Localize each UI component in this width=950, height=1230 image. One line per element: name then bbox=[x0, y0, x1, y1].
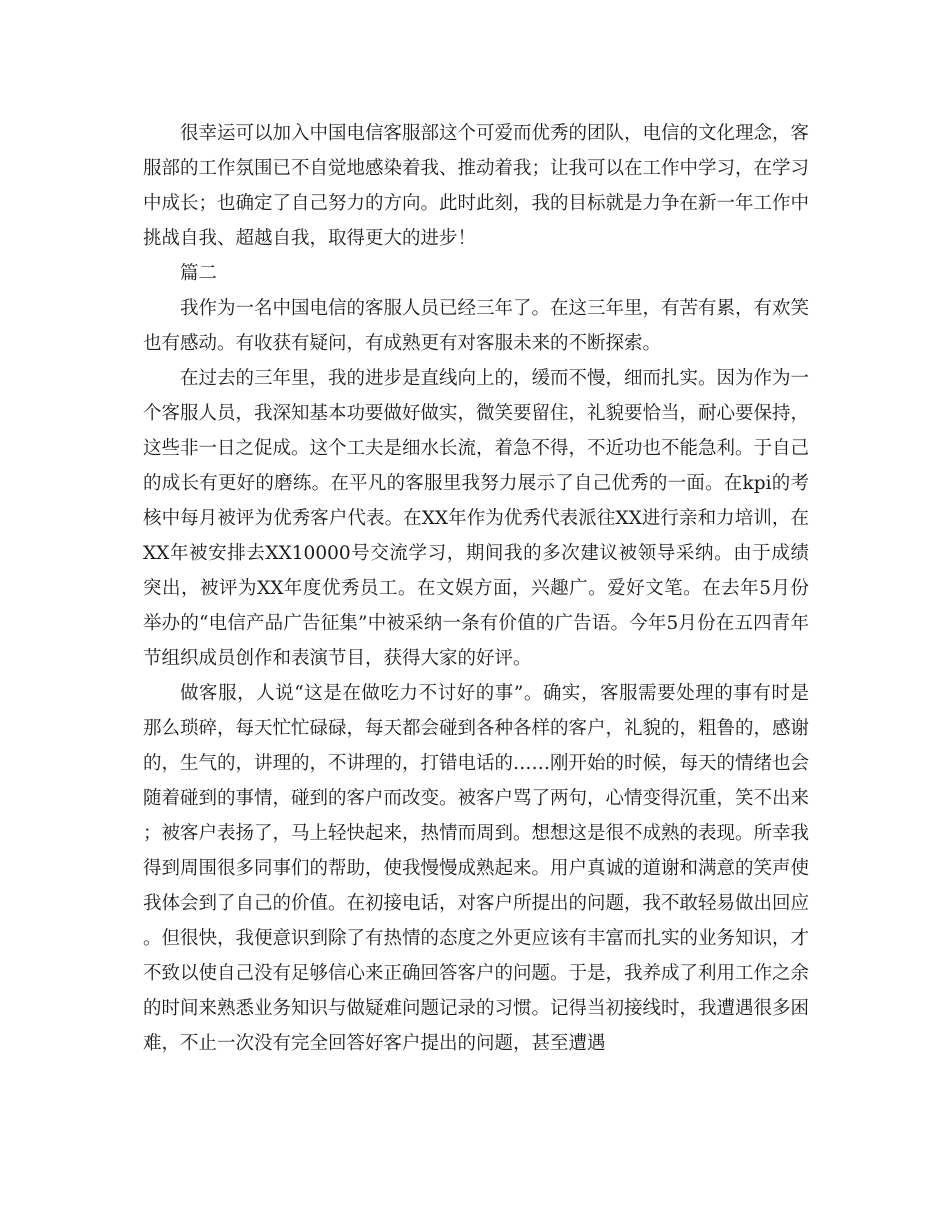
paragraph-intro: 很幸运可以加入中国电信客服部这个可爱而优秀的团队，电信的文化理念，客服部的工作氛围已不自觉地感染着我、推动着我；让我可以在工作中学习，在学习中成长；也确定了自己努力的方向。此时此刻，我的目标就是力争在新一年工作中挑战自我、超越自我，取得更大的进步！ bbox=[143, 123, 810, 249]
section-heading: 篇二 bbox=[180, 263, 218, 284]
paragraph-1: 我作为一名中国电信的客服人员已经三年了。在这三年里，有苦有累，有欢笑也有感动。有收获有疑问，有成熟更有对客服未来的不断探索。 bbox=[143, 298, 810, 354]
paragraph-2: 在过去的三年里，我的进步是直线向上的，缓而不慢，细而扎实。因为作为一个客服人员，我深知基本功要做好做实，微笑要留住，礼貌要恰当，耐心要保持，这些非一日之促成。这个工夫是细水长流，着急不得，不近功也不能急利。于自己的成长有更好的磨练。在平凡的客服里我努力展示了自己优秀的一面。在kpi的考核中每月被评为优秀客户代表。在XX年作为优秀代表派往XX进行亲和力培训，在XX年被安排去XX10000号交流学习，期间我的多次建议被领导采纳。由于成绩突出，被评为XX年度优秀员工。在文娱方面，兴趣广。爱好文笔。在去年5月份举办的“电信产品广告征集”中被采纳一条有价值的广告语。今年5月份在五四青年节组织成员创作和表演节目，获得大家的好评。 bbox=[143, 368, 810, 669]
paragraph-3: 做客服，人说“这是在做吃力不讨好的事”。确实，客服需要处理的事有时是那么琐碎，每天忙忙碌碌，每天都会碰到各种各样的客户，礼貌的，粗鲁的，感谢的，生气的，讲理的，不讲理的，打错电话的……刚开始的时候，每天的情绪也会随着碰到的事情，碰到的客户而改变。被客户骂了两句，心情变得沉重，笑不出来；被客户表扬了，马上轻快起来，热情而周到。想想这是很不成熟的表现。所幸我得到周围很多同事们的帮助，使我慢慢成熟起来。用户真诚的道谢和满意的笑声使我体会到了自己的价值。在初接电话，对客户所提出的问题，我不敢轻易做出回应。但很快，我便意识到除了有热情的态度之外更应该有丰富而扎实的业务知识，才不致以使自己没有足够信心来正确回答客户的问题。于是，我养成了利用工作之余的时间来熟悉业务知识与做疑难问题记录的习惯。记得当初接线时，我遭遇很多困难，不止一次没有完全回答好客户提出的问题，甚至遭遇 bbox=[143, 683, 810, 1054]
document-body bbox=[143, 116, 809, 1061]
